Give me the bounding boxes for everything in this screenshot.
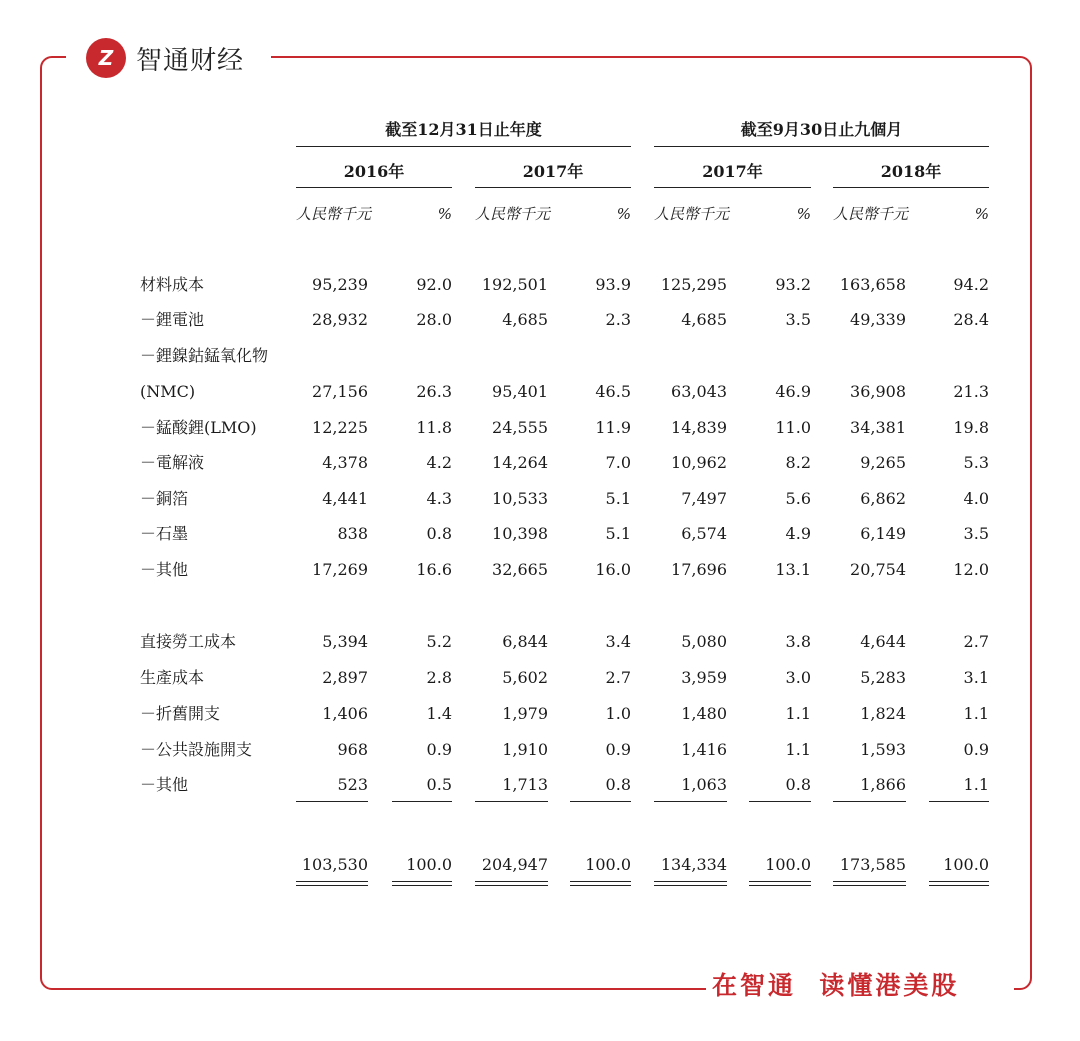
amount-cell: 192,501 xyxy=(481,275,548,294)
row-label: (NMC) xyxy=(140,382,196,401)
row-label: 材料成本 xyxy=(140,275,205,294)
percent-cell: 0.8 xyxy=(785,775,811,794)
amount-cell: 6,862 xyxy=(860,489,906,508)
subtotal-rule xyxy=(749,801,811,802)
amount-cell: 5,080 xyxy=(681,632,727,651)
percent-cell: 92.0 xyxy=(416,275,452,294)
amount-cell: 125,295 xyxy=(660,275,727,294)
subtotal-rule xyxy=(570,801,631,802)
page-frame xyxy=(40,56,1032,990)
amount-cell: 5,602 xyxy=(502,668,548,687)
percent-cell: 4.0 xyxy=(963,489,989,508)
amount-cell: 4,685 xyxy=(681,310,727,329)
amount-cell: 1,824 xyxy=(860,704,906,723)
percent-cell: 1.1 xyxy=(963,775,989,794)
percent-cell: 2.7 xyxy=(963,632,989,651)
row-label: －其他 xyxy=(140,560,189,579)
total-amount-cell: 103,530 xyxy=(301,855,368,874)
percent-cell: 26.3 xyxy=(416,382,452,401)
total-percent-cell: 100.0 xyxy=(406,855,452,874)
row-label: －銅箔 xyxy=(140,489,189,508)
percent-cell: 7.0 xyxy=(605,453,631,472)
percent-cell: 0.5 xyxy=(426,775,452,794)
amount-cell: 968 xyxy=(337,740,368,759)
subtotal-rule xyxy=(654,801,727,802)
total-amount-cell: 173,585 xyxy=(839,855,906,874)
total-double-rule xyxy=(475,885,548,886)
subtotal-rule xyxy=(392,801,452,802)
unit-label: 人民幣千元 xyxy=(296,205,372,223)
amount-cell: 523 xyxy=(337,775,368,794)
total-double-rule xyxy=(475,881,548,882)
amount-cell: 17,696 xyxy=(671,560,727,579)
amount-cell: 1,713 xyxy=(502,775,548,794)
amount-cell: 95,401 xyxy=(492,382,548,401)
year-header: 2018年 xyxy=(880,162,942,181)
amount-cell: 4,685 xyxy=(502,310,548,329)
amount-cell: 1,979 xyxy=(502,704,548,723)
percent-cell: 16.6 xyxy=(416,560,452,579)
amount-cell: 1,910 xyxy=(502,740,548,759)
percent-cell: 5.3 xyxy=(963,453,989,472)
percent-cell: 4.3 xyxy=(426,489,452,508)
amount-cell: 3,959 xyxy=(681,668,727,687)
amount-cell: 12,225 xyxy=(312,418,368,437)
row-label: －鋰電池 xyxy=(140,310,205,329)
percent-cell: 5.6 xyxy=(785,489,811,508)
percent-cell: 2.8 xyxy=(426,668,452,687)
percent-cell: 3.5 xyxy=(785,310,811,329)
percent-cell: 2.3 xyxy=(605,310,631,329)
amount-cell: 9,265 xyxy=(860,453,906,472)
year-header: 2017年 xyxy=(702,162,763,181)
total-percent-cell: 100.0 xyxy=(765,855,811,874)
row-label: －石墨 xyxy=(140,524,189,543)
total-double-rule xyxy=(749,885,811,886)
amount-cell: 4,378 xyxy=(322,453,368,472)
total-amount-cell: 134,334 xyxy=(660,855,727,874)
subtotal-rule xyxy=(929,801,989,802)
percent-cell: 1.1 xyxy=(785,740,811,759)
year-rule xyxy=(475,187,631,188)
total-amount-cell: 204,947 xyxy=(481,855,548,874)
period-header: 截至12月31日止年度 xyxy=(385,120,542,139)
percent-cell: 93.2 xyxy=(775,275,811,294)
total-double-rule xyxy=(570,885,631,886)
percent-cell: 2.7 xyxy=(605,668,631,687)
percent-cell: 11.0 xyxy=(775,418,811,437)
percent-cell: 5.1 xyxy=(605,524,631,543)
amount-cell: 36,908 xyxy=(850,382,906,401)
amount-cell: 10,533 xyxy=(492,489,548,508)
total-double-rule xyxy=(749,881,811,882)
amount-cell: 1,416 xyxy=(681,740,727,759)
total-double-rule xyxy=(392,885,452,886)
amount-cell: 14,839 xyxy=(671,418,727,437)
total-double-rule xyxy=(654,881,727,882)
percent-cell: 11.8 xyxy=(416,418,452,437)
total-percent-cell: 100.0 xyxy=(585,855,631,874)
amount-cell: 14,264 xyxy=(492,453,548,472)
percent-cell: 93.9 xyxy=(595,275,631,294)
year-rule xyxy=(654,187,811,188)
subtotal-rule xyxy=(475,801,548,802)
percent-cell: 5.1 xyxy=(605,489,631,508)
total-double-rule xyxy=(392,881,452,882)
percent-cell: 28.4 xyxy=(953,310,989,329)
percent-cell: 0.8 xyxy=(426,524,452,543)
percent-cell: 1.1 xyxy=(785,704,811,723)
header-rule xyxy=(654,146,989,147)
row-label: 直接勞工成本 xyxy=(140,632,237,651)
amount-cell: 95,239 xyxy=(312,275,368,294)
percent-cell: 3.1 xyxy=(963,668,989,687)
row-label: －其他 xyxy=(140,775,189,794)
total-double-rule xyxy=(296,885,368,886)
total-double-rule xyxy=(296,881,368,882)
percent-cell: 16.0 xyxy=(595,560,631,579)
row-label: －電解液 xyxy=(140,453,205,472)
amount-cell: 10,962 xyxy=(671,453,727,472)
percent-cell: 0.9 xyxy=(426,740,452,759)
amount-cell: 4,644 xyxy=(860,632,906,651)
amount-cell: 7,497 xyxy=(681,489,727,508)
amount-cell: 10,398 xyxy=(492,524,548,543)
percent-cell: 11.9 xyxy=(595,418,631,437)
unit-label: 人民幣千元 xyxy=(475,205,551,223)
unit-label: % xyxy=(974,205,989,223)
amount-cell: 27,156 xyxy=(312,382,368,401)
amount-cell: 17,269 xyxy=(312,560,368,579)
percent-cell: 94.2 xyxy=(953,275,989,294)
unit-label: 人民幣千元 xyxy=(654,205,730,223)
percent-cell: 0.9 xyxy=(605,740,631,759)
amount-cell: 4,441 xyxy=(322,489,368,508)
percent-cell: 3.8 xyxy=(785,632,811,651)
amount-cell: 1,063 xyxy=(681,775,727,794)
amount-cell: 6,844 xyxy=(502,632,548,651)
amount-cell: 24,555 xyxy=(492,418,548,437)
percent-cell: 19.8 xyxy=(953,418,989,437)
brand-slogan: 在智通 读懂港美股 xyxy=(712,971,960,1000)
year-header: 2017年 xyxy=(522,162,584,181)
percent-cell: 46.9 xyxy=(775,382,811,401)
percent-cell: 1.0 xyxy=(605,704,631,723)
row-label: －折舊開支 xyxy=(140,704,221,723)
total-double-rule xyxy=(833,881,906,882)
total-double-rule xyxy=(570,881,631,882)
unit-label: % xyxy=(437,205,452,223)
row-label: －鋰鎳鈷錳氧化物 xyxy=(140,346,269,365)
percent-cell: 8.2 xyxy=(785,453,811,472)
amount-cell: 28,932 xyxy=(312,310,368,329)
amount-cell: 63,043 xyxy=(671,382,727,401)
total-double-rule xyxy=(929,881,989,882)
subtotal-rule xyxy=(833,801,906,802)
brand-name: 智通财经 xyxy=(136,45,245,76)
percent-cell: 3.5 xyxy=(963,524,989,543)
row-label: －公共設施開支 xyxy=(140,740,253,759)
amount-cell: 2,897 xyxy=(322,668,368,687)
amount-cell: 6,149 xyxy=(860,524,906,543)
amount-cell: 5,394 xyxy=(322,632,368,651)
amount-cell: 1,866 xyxy=(860,775,906,794)
percent-cell: 46.5 xyxy=(595,382,631,401)
amount-cell: 5,283 xyxy=(860,668,906,687)
percent-cell: 5.2 xyxy=(426,632,452,651)
amount-cell: 32,665 xyxy=(492,560,548,579)
amount-cell: 6,574 xyxy=(681,524,727,543)
total-double-rule xyxy=(833,885,906,886)
percent-cell: 3.0 xyxy=(785,668,811,687)
row-label: 生產成本 xyxy=(140,668,205,687)
subtotal-rule xyxy=(296,801,368,802)
row-label: －錳酸鋰(LMO) xyxy=(140,418,257,437)
total-double-rule xyxy=(654,885,727,886)
percent-cell: 4.2 xyxy=(426,453,452,472)
brand-logo-icon: Z xyxy=(86,38,126,78)
percent-cell: 0.8 xyxy=(605,775,631,794)
amount-cell: 34,381 xyxy=(850,418,906,437)
amount-cell: 1,593 xyxy=(860,740,906,759)
percent-cell: 12.0 xyxy=(953,560,989,579)
percent-cell: 13.1 xyxy=(775,560,811,579)
percent-cell: 4.9 xyxy=(785,524,811,543)
percent-cell: 1.1 xyxy=(963,704,989,723)
amount-cell: 20,754 xyxy=(850,560,906,579)
percent-cell: 28.0 xyxy=(416,310,452,329)
period-header: 截至9月30日止九個月 xyxy=(740,120,903,139)
percent-cell: 0.9 xyxy=(963,740,989,759)
header-rule xyxy=(296,146,631,147)
percent-cell: 3.4 xyxy=(605,632,631,651)
total-percent-cell: 100.0 xyxy=(943,855,989,874)
year-header: 2016年 xyxy=(343,162,405,181)
unit-label: % xyxy=(616,205,631,223)
amount-cell: 838 xyxy=(337,524,368,543)
amount-cell: 1,406 xyxy=(322,704,368,723)
amount-cell: 163,658 xyxy=(839,275,906,294)
total-double-rule xyxy=(929,885,989,886)
amount-cell: 1,480 xyxy=(681,704,727,723)
unit-label: % xyxy=(796,205,811,223)
percent-cell: 21.3 xyxy=(953,382,989,401)
brand-logo xyxy=(86,38,244,78)
amount-cell: 49,339 xyxy=(850,310,906,329)
unit-label: 人民幣千元 xyxy=(833,205,909,223)
percent-cell: 1.4 xyxy=(426,704,452,723)
year-rule xyxy=(296,187,452,188)
year-rule xyxy=(833,187,989,188)
